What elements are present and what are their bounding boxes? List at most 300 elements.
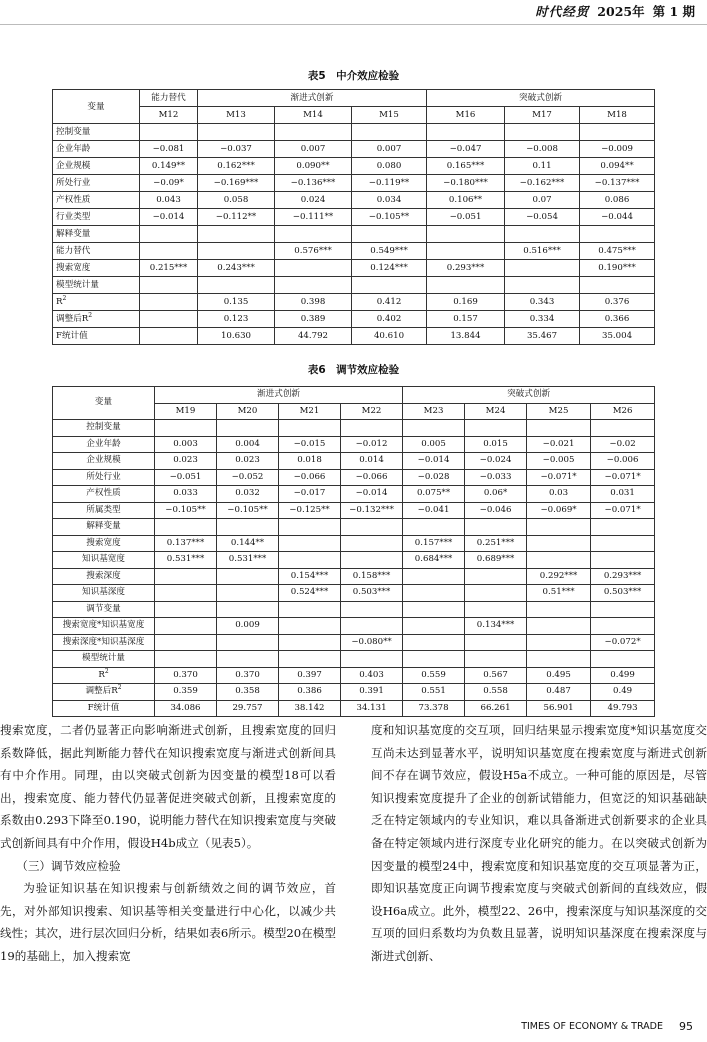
model-header: M21	[279, 403, 341, 420]
table-cell: 0.549***	[352, 243, 427, 260]
table-cell: −0.014	[140, 209, 198, 226]
table-row	[53, 552, 655, 569]
table-cell	[198, 277, 275, 294]
table-cell: 0.376	[580, 294, 655, 311]
table-cell	[341, 420, 403, 437]
table-cell: 0.49	[591, 684, 655, 701]
table-cell	[527, 651, 591, 668]
table-cell	[527, 634, 591, 651]
row-label: 搜索宽度*知识基宽度	[53, 618, 155, 635]
table-cell: 0.004	[217, 436, 279, 453]
table-row	[53, 634, 655, 651]
table-cell	[427, 226, 505, 243]
table-cell: 0.516***	[505, 243, 580, 260]
table-cell: 0.086	[580, 192, 655, 209]
table-cell: 0.06*	[465, 486, 527, 503]
table-cell	[155, 519, 217, 536]
table-cell	[198, 124, 275, 141]
table-cell: −0.009	[580, 141, 655, 158]
table-cell	[527, 552, 591, 569]
table-cell	[217, 634, 279, 651]
table-row	[53, 502, 655, 519]
table-cell: 0.023	[217, 453, 279, 470]
model-header: M23	[403, 403, 465, 420]
table-cell	[279, 552, 341, 569]
table-cell	[341, 651, 403, 668]
table-row	[53, 585, 655, 602]
table-cell	[217, 651, 279, 668]
table-cell: 0.015	[465, 436, 527, 453]
row-label: 企业规模	[53, 158, 140, 175]
table-cell: 0.359	[155, 684, 217, 701]
table-cell	[580, 226, 655, 243]
group-header: 渐进式创新	[198, 90, 427, 107]
table-cell: 0.094**	[580, 158, 655, 175]
table-cell: 0.090**	[275, 158, 352, 175]
table-cell: 0.018	[279, 453, 341, 470]
row-label: 知识基宽度	[53, 552, 155, 569]
table-cell: 0.397	[279, 667, 341, 684]
model-header: M16	[427, 107, 505, 124]
table-cell: −0.066	[279, 469, 341, 486]
table-cell: 0.567	[465, 667, 527, 684]
journal-issue: 第 1 期	[652, 4, 695, 19]
table-cell: −0.132***	[341, 502, 403, 519]
table-cell	[275, 124, 352, 141]
table-row	[53, 519, 655, 536]
body-paragraph: 搜索宽度，二者仍显著正向影响渐进式创新，且搜索宽度的回归系数降低，据此判断能力替代在知识搜索宽度与渐进式创新间具有中介作用。同理，由以突破式创新为因变量的模型18可以看出，搜索宽度、能力替代仍显著促进突破式创新，且搜索宽度的系数由0.293下降至0.190，说明能力替代在知识搜索宽度与突破式创新间具有中介作用，假设H4b成立（见表5）。	[0, 723, 336, 850]
table-cell: 0.495	[527, 667, 591, 684]
table-cell: 0.014	[341, 453, 403, 470]
table-cell	[465, 601, 527, 618]
row-label: 知识基深度	[53, 585, 155, 602]
table-cell	[279, 601, 341, 618]
var-header: 变量	[53, 387, 155, 420]
table-cell: 0.033	[155, 486, 217, 503]
table-cell: 0.123	[198, 311, 275, 328]
table-cell: 38.142	[279, 700, 341, 717]
table5-caption: 表5 中介效应检验	[307, 70, 400, 82]
table-cell: −0.071*	[527, 469, 591, 486]
table-cell: 0.366	[580, 311, 655, 328]
table-cell: −0.021	[527, 436, 591, 453]
table-cell: −0.072*	[591, 634, 655, 651]
table-cell: −0.052	[217, 469, 279, 486]
group-header: 突破式创新	[403, 387, 655, 404]
table-cell: 0.135	[198, 294, 275, 311]
footer-journal: TIMES OF ECONOMY & TRADE	[521, 1021, 663, 1032]
model-header: M24	[465, 403, 527, 420]
table-row	[53, 294, 655, 311]
table-cell: 13.844	[427, 328, 505, 345]
table-cell: −0.008	[505, 141, 580, 158]
model-header: M15	[352, 107, 427, 124]
table-cell	[403, 420, 465, 437]
row-label: 调整后$R^2$	[53, 684, 155, 701]
model-header: M17	[505, 107, 580, 124]
table-cell	[279, 634, 341, 651]
table-cell: 0.034	[352, 192, 427, 209]
table-cell	[155, 618, 217, 635]
table-row	[53, 175, 655, 192]
table-cell	[341, 552, 403, 569]
table-cell: 0.106**	[427, 192, 505, 209]
table-cell: −0.046	[465, 502, 527, 519]
table-cell: 0.158***	[341, 568, 403, 585]
table-cell: 0.134***	[465, 618, 527, 635]
table-cell	[580, 277, 655, 294]
table-cell: 0.058	[198, 192, 275, 209]
table-cell: −0.112**	[198, 209, 275, 226]
table-cell: −0.162***	[505, 175, 580, 192]
table-cell: 0.149**	[140, 158, 198, 175]
table-cell	[155, 585, 217, 602]
table-cell: −0.137***	[580, 175, 655, 192]
row-label: 调节变量	[53, 601, 155, 618]
table-cell	[217, 585, 279, 602]
table-cell: 0.032	[217, 486, 279, 503]
table-cell: 29.757	[217, 700, 279, 717]
table-cell: 0.243***	[198, 260, 275, 277]
table-cell: 0.024	[275, 192, 352, 209]
table5	[52, 89, 655, 345]
table-cell: 49.793	[591, 700, 655, 717]
row-label: 能力替代	[53, 243, 140, 260]
table-cell	[465, 519, 527, 536]
table-cell	[140, 311, 198, 328]
table-cell: 0.358	[217, 684, 279, 701]
table-cell	[279, 651, 341, 668]
table-cell: 0.03	[527, 486, 591, 503]
table-cell: 0.292***	[527, 568, 591, 585]
group-header: 突破式创新	[427, 90, 655, 107]
table-row	[53, 667, 655, 684]
table-row	[53, 209, 655, 226]
table-cell: −0.105**	[352, 209, 427, 226]
table-cell: 0.370	[155, 667, 217, 684]
table-row	[53, 684, 655, 701]
table-row	[53, 124, 655, 141]
row-label: 模型统计量	[53, 651, 155, 668]
table-cell: −0.125**	[279, 502, 341, 519]
table-cell: 0.386	[279, 684, 341, 701]
table-row	[53, 328, 655, 345]
table-cell: 0.293***	[591, 568, 655, 585]
table-row	[53, 141, 655, 158]
table-cell	[275, 226, 352, 243]
row-label: 产权性质	[53, 486, 155, 503]
table-cell: 0.157***	[403, 535, 465, 552]
table-cell: 34.086	[155, 700, 217, 717]
journal-year: 2025年	[597, 4, 645, 19]
table-cell	[352, 226, 427, 243]
table-cell: 35.004	[580, 328, 655, 345]
table-cell	[279, 519, 341, 536]
table-cell	[591, 601, 655, 618]
row-label: 模型统计量	[53, 277, 140, 294]
model-header: M19	[155, 403, 217, 420]
table-cell	[275, 277, 352, 294]
model-header: M18	[580, 107, 655, 124]
body-paragraph: 度和知识基宽度的交互项，回归结果显示搜索宽度*知识基宽度交互尚未达到显著水平，说明知识基宽度在搜索宽度与渐进式创新间不存在调节效应，假设H5a不成立。一种可能的原因是，尽管知识搜索宽度提升了企业的创新试错能力，但宽泛的知识基础缺乏在特定领域内的专业知识，难以具备渐进式创新要求的企业具备在特定领域内进行深度专业化研究的能力。在以突破式创新为因变量的模型24中，搜索宽度和知识基宽度的交互项显著为正，即知识基宽度正向调节搜索宽度与突破式创新间的直线效应，假设H6a成立。此外，模型22、26中，搜索深度与知识基深度的交互项的回归系数均为负数且显著，说明知识基深度在搜索深度与渐进式创新、	[371, 723, 707, 963]
table-cell	[580, 124, 655, 141]
table-cell: 73.378	[403, 700, 465, 717]
table-cell: 40.610	[352, 328, 427, 345]
table-cell: −0.105**	[155, 502, 217, 519]
row-label: F统计值	[53, 328, 140, 345]
table-cell: −0.02	[591, 436, 655, 453]
table-row	[53, 420, 655, 437]
table-cell	[403, 618, 465, 635]
table-cell: 0.157	[427, 311, 505, 328]
table-cell: 0.389	[275, 311, 352, 328]
table-cell: 0.031	[591, 486, 655, 503]
table-cell	[279, 535, 341, 552]
table-row	[53, 436, 655, 453]
table-cell: 0.391	[341, 684, 403, 701]
table-cell	[465, 651, 527, 668]
table-row	[53, 469, 655, 486]
table-cell	[591, 618, 655, 635]
table-cell	[341, 535, 403, 552]
table-row	[53, 651, 655, 668]
journal-name: 时代经贸	[535, 4, 590, 19]
row-label: $R^2$	[53, 294, 140, 311]
model-header: M22	[341, 403, 403, 420]
table-cell	[427, 277, 505, 294]
table-cell	[427, 124, 505, 141]
table-cell: 0.689***	[465, 552, 527, 569]
row-label: 解释变量	[53, 519, 155, 536]
row-label: 所属类型	[53, 502, 155, 519]
table-cell: 0.370	[217, 667, 279, 684]
table-cell: −0.051	[427, 209, 505, 226]
table-cell	[591, 420, 655, 437]
table-cell: 0.003	[155, 436, 217, 453]
table-cell	[279, 420, 341, 437]
table-cell: −0.041	[403, 502, 465, 519]
table-cell: −0.081	[140, 141, 198, 158]
table-cell	[217, 601, 279, 618]
group-header: 能力替代	[140, 90, 198, 107]
table-cell	[591, 535, 655, 552]
model-header: M13	[198, 107, 275, 124]
table-cell	[505, 277, 580, 294]
table-cell: 0.169	[427, 294, 505, 311]
table-cell	[403, 601, 465, 618]
row-label: 搜索深度*知识基深度	[53, 634, 155, 651]
body-column-right	[371, 719, 707, 968]
table-cell	[505, 124, 580, 141]
table-cell: 0.293***	[427, 260, 505, 277]
table-cell: −0.105**	[217, 502, 279, 519]
row-label: 控制变量	[53, 420, 155, 437]
table-cell: 0.684***	[403, 552, 465, 569]
table-cell	[465, 634, 527, 651]
table-cell: −0.069*	[527, 502, 591, 519]
table-cell	[403, 519, 465, 536]
table-cell: 10.630	[198, 328, 275, 345]
table-cell	[341, 519, 403, 536]
table-cell: −0.024	[465, 453, 527, 470]
table-cell	[403, 651, 465, 668]
var-header: 变量	[53, 90, 140, 124]
row-label: 解释变量	[53, 226, 140, 243]
table-cell: 0.007	[275, 141, 352, 158]
table-cell: 0.576***	[275, 243, 352, 260]
table-row	[53, 158, 655, 175]
table-cell	[155, 568, 217, 585]
model-header: M25	[527, 403, 591, 420]
table-cell: −0.09*	[140, 175, 198, 192]
table-cell: 66.261	[465, 700, 527, 717]
table-cell: 0.144**	[217, 535, 279, 552]
table-cell	[140, 328, 198, 345]
table-cell: 56.901	[527, 700, 591, 717]
row-label: 企业规模	[53, 453, 155, 470]
table-cell: 0.51***	[527, 585, 591, 602]
table-row	[53, 277, 655, 294]
page-number: 95	[679, 1020, 693, 1033]
table-cell	[217, 519, 279, 536]
table-cell: −0.071*	[591, 502, 655, 519]
table-cell	[427, 243, 505, 260]
table-cell: 0.154***	[279, 568, 341, 585]
table-cell: 0.334	[505, 311, 580, 328]
table-cell	[217, 568, 279, 585]
table-cell: 44.792	[275, 328, 352, 345]
row-label: 调整后$R^2$	[53, 311, 140, 328]
table-cell	[465, 420, 527, 437]
table-cell: 0.402	[352, 311, 427, 328]
table-cell: −0.037	[198, 141, 275, 158]
model-header: M14	[275, 107, 352, 124]
table-cell: −0.014	[341, 486, 403, 503]
table-cell: 0.499	[591, 667, 655, 684]
table-cell: 0.412	[352, 294, 427, 311]
table-cell	[527, 601, 591, 618]
table-cell: 0.503***	[341, 585, 403, 602]
table-cell	[403, 568, 465, 585]
table-cell: −0.044	[580, 209, 655, 226]
table-cell: −0.047	[427, 141, 505, 158]
table-cell: 0.009	[217, 618, 279, 635]
table-cell: 0.558	[465, 684, 527, 701]
table-row	[53, 535, 655, 552]
table-cell	[527, 519, 591, 536]
table-cell: 0.559	[403, 667, 465, 684]
table-cell: 0.475***	[580, 243, 655, 260]
table-cell	[505, 260, 580, 277]
table-row	[53, 700, 655, 717]
table6-caption: 表6 调节效应检验	[307, 364, 400, 376]
row-label: F统计值	[53, 700, 155, 717]
table-cell: −0.017	[279, 486, 341, 503]
table-cell: 0.165***	[427, 158, 505, 175]
table-cell: −0.054	[505, 209, 580, 226]
table-cell	[403, 634, 465, 651]
table6	[52, 386, 655, 717]
table-cell: 0.043	[140, 192, 198, 209]
table-cell	[465, 568, 527, 585]
table-cell: 0.531***	[217, 552, 279, 569]
table-cell	[527, 618, 591, 635]
table-cell: 0.11	[505, 158, 580, 175]
table-cell	[591, 552, 655, 569]
table-cell: 0.080	[352, 158, 427, 175]
table-cell: −0.071*	[591, 469, 655, 486]
row-label: 行业类型	[53, 209, 140, 226]
table-cell	[155, 420, 217, 437]
row-label: 所处行业	[53, 469, 155, 486]
table-cell	[155, 601, 217, 618]
table-cell: −0.006	[591, 453, 655, 470]
row-label: 企业年龄	[53, 141, 140, 158]
model-header: M20	[217, 403, 279, 420]
table-cell	[275, 260, 352, 277]
table-cell	[155, 634, 217, 651]
table-cell: −0.180***	[427, 175, 505, 192]
header-rule	[0, 24, 707, 25]
row-label: 企业年龄	[53, 436, 155, 453]
row-label: 所处行业	[53, 175, 140, 192]
table-cell: 0.075**	[403, 486, 465, 503]
table-cell: 35.467	[505, 328, 580, 345]
table-cell: 0.487	[527, 684, 591, 701]
table-cell: 0.524***	[279, 585, 341, 602]
table-cell: 0.07	[505, 192, 580, 209]
table-row	[53, 192, 655, 209]
table-cell: −0.119**	[352, 175, 427, 192]
table-cell	[140, 243, 198, 260]
row-label: 搜索深度	[53, 568, 155, 585]
table-cell: −0.014	[403, 453, 465, 470]
table-cell	[352, 277, 427, 294]
table-cell: 0.398	[275, 294, 352, 311]
table-cell	[140, 294, 198, 311]
table-row	[53, 486, 655, 503]
table-cell: 0.251***	[465, 535, 527, 552]
table-cell	[465, 585, 527, 602]
table-cell	[352, 124, 427, 141]
table-cell	[527, 535, 591, 552]
table-cell: 0.007	[352, 141, 427, 158]
table-cell: −0.111**	[275, 209, 352, 226]
table-cell	[279, 618, 341, 635]
table-cell	[591, 519, 655, 536]
group-header: 渐进式创新	[155, 387, 403, 404]
table-cell: 0.005	[403, 436, 465, 453]
table-cell: −0.012	[341, 436, 403, 453]
table-cell	[403, 585, 465, 602]
row-label: $R^2$	[53, 667, 155, 684]
table-cell: 34.131	[341, 700, 403, 717]
table-cell: −0.051	[155, 469, 217, 486]
table-cell: 0.124***	[352, 260, 427, 277]
table-row	[53, 618, 655, 635]
page-footer	[521, 1020, 693, 1033]
table-cell: −0.169***	[198, 175, 275, 192]
table-cell	[198, 226, 275, 243]
table-cell	[217, 420, 279, 437]
table-cell	[140, 277, 198, 294]
model-header: M26	[591, 403, 655, 420]
table-cell	[198, 243, 275, 260]
table-cell: −0.015	[279, 436, 341, 453]
section-heading: （三）调节效应检验	[16, 858, 121, 873]
table-row	[53, 453, 655, 470]
row-label: 搜索宽度	[53, 260, 140, 277]
